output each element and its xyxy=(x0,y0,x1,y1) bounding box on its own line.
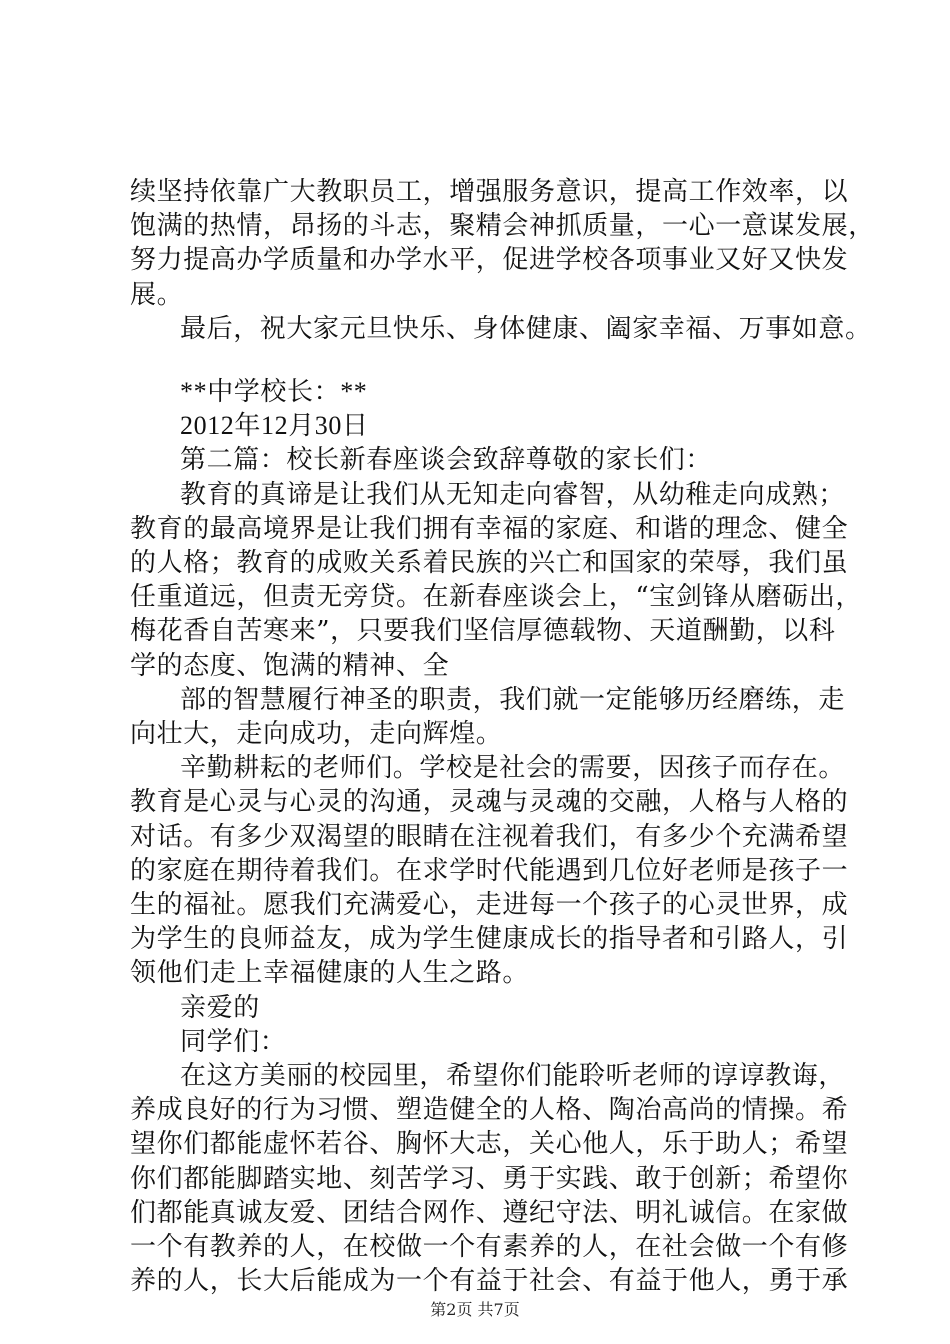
text-line: 亲爱的 xyxy=(180,993,260,1023)
text-line: 学的态度、饱满的精神、全 xyxy=(130,651,450,681)
text-line: 养成良好的行为习惯、塑造健全的人格、陶冶高尚的情操。希 xyxy=(130,1095,849,1125)
text-line: 在这方美丽的校园里，希望你们能聆听老师的谆谆教诲， xyxy=(180,1061,846,1091)
text-line: 向壮大，走向成功，走向辉煌。 xyxy=(130,719,503,749)
text-line: 辛勤耕耘的老师们。学校是社会的需要，因孩子而存在。 xyxy=(180,753,846,783)
text-line: 对话。有多少双渴望的眼睛在注视着我们，有多少个充满希望 xyxy=(130,822,849,852)
text-line: 你们都能脚踏实地、刻苦学习、勇于实践、敢于创新；希望你 xyxy=(130,1164,849,1194)
text-line: 领他们走上幸福健康的人生之路。 xyxy=(130,958,530,988)
section-heading: 第二篇：校长新春座谈会致辞尊敬的家长们： xyxy=(180,445,713,475)
text-line: 们都能真诚友爱、团结合网作、遵纪守法、明礼诚信。在家做 xyxy=(130,1198,849,1228)
text-line: 的家庭在期待着我们。在求学时代能遇到几位好老师是孩子一 xyxy=(130,856,849,886)
text-line: 的人格；教育的成败关系着民族的兴亡和国家的荣辱，我们虽 xyxy=(130,548,849,578)
text-line: 教育的最高境界是让我们拥有幸福的家庭、和谐的理念、健全 xyxy=(130,514,849,544)
text-line: 教育是心灵与心灵的沟通，灵魂与灵魂的交融，人格与人格的 xyxy=(130,787,849,817)
text-line: 梅花香自苦寒来”，只要我们坚信厚德载物、天道酬勤，以科 xyxy=(130,616,836,646)
text-line: 部的智慧履行神圣的职责，我们就一定能够历经磨练，走 xyxy=(180,685,846,715)
text-line: 同学们： xyxy=(180,1027,287,1057)
text-line: 最后，祝大家元旦快乐、身体健康、阖家幸福、万事如意。 xyxy=(180,314,872,344)
text-line: 一个有教养的人，在校做一个有素养的人，在社会做一个有修 xyxy=(130,1232,849,1262)
text-line: 望你们都能虚怀若谷、胸怀大志，关心他人，乐于助人；希望 xyxy=(130,1129,849,1159)
text-line: 任重道远，但责无旁贷。在新春座谈会上，“宝剑锋从磨砺出， xyxy=(130,582,863,612)
text-line: 养的人，长大后能成为一个有益于社会、有益于他人，勇于承 xyxy=(130,1266,849,1296)
page-footer: 第2页 共7页 xyxy=(430,1300,520,1319)
text-line: 续坚持依靠广大教职员工，增强服务意识，提高工作效率，以 xyxy=(130,177,849,207)
signature-line: **中学校长：** xyxy=(180,377,368,406)
text-line: 努力提高办学质量和办学水平，促进学校各项事业又好又快发 xyxy=(130,245,849,275)
text-line: 为学生的良师益友，成为学生健康成长的指导者和引路人，引 xyxy=(130,924,849,954)
date-line: 2012年12月30日 xyxy=(180,411,369,440)
text-line: 饱满的热情，昂扬的斗志，聚精会神抓质量，一心一意谋发展， xyxy=(130,211,875,241)
text-line: 生的福祉。愿我们充满爱心，走进每一个孩子的心灵世界，成 xyxy=(130,890,849,920)
text-line: 展。 xyxy=(130,280,184,310)
text-line: 教育的真谛是让我们从无知走向睿智，从幼稚走向成熟； xyxy=(180,480,846,510)
